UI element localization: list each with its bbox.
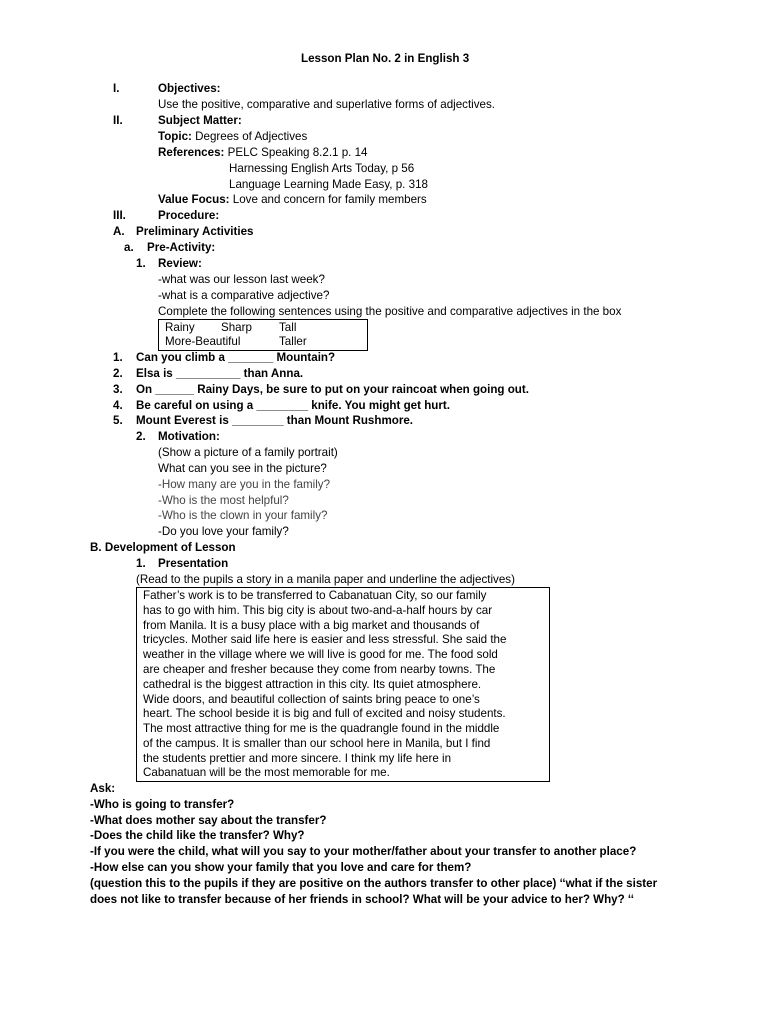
story-line: from Manila. It is a busy place with a big market and thousands of <box>143 619 480 632</box>
exercise-text: Be careful on using a ________ knife. You might get hurt. <box>136 399 450 412</box>
development-heading: B. Development of Lesson <box>90 541 236 554</box>
review-label: Review: <box>158 257 202 270</box>
story-line: cathedral is the biggest attraction in this city. Its quiet atmosphere. <box>143 678 482 691</box>
word-box <box>158 319 368 351</box>
reference-item: PELC Speaking 8.2.1 p. 14 <box>227 146 368 159</box>
page-title: Lesson Plan No. 2 in English 3 <box>301 52 470 65</box>
ask-question: -Does the child like the transfer? Why? <box>90 829 305 842</box>
ask-question: -What does mother say about the transfer? <box>90 814 327 827</box>
exercise-text: Mount Everest is ________ than Mount Rushmore. <box>136 414 414 427</box>
presentation-instruction: (Read to the pupils a story in a manila paper and underline the adjectives) <box>136 573 515 586</box>
preliminary-number: A. <box>113 225 125 238</box>
subject-matter-label: Subject Matter: <box>158 114 242 127</box>
ask-question: -If you were the child, what will you say to your mother/father about your transfer to another place? <box>90 845 637 858</box>
presentation-label: Presentation <box>158 557 229 570</box>
review-question: -what is a comparative adjective? <box>158 289 330 302</box>
word-box-word: Tall <box>279 321 297 334</box>
motivation-line: -Who is the most helpful? <box>158 494 289 507</box>
story-line: Wide doors, and beautiful collection of saints bring peace to one’s <box>143 693 480 706</box>
exercise-text: On ______ Rainy Days, be sure to put on your raincoat when going out. <box>136 383 529 396</box>
motivation-line: What can you see in the picture? <box>158 462 327 475</box>
exercise-number: 3. <box>113 383 123 396</box>
topic-value: Degrees of Adjectives <box>195 130 308 143</box>
exercise-number: 4. <box>113 399 123 412</box>
value-focus-text: Love and concern for family members <box>232 193 427 206</box>
procedure-number: III. <box>113 209 126 222</box>
reference-item: Harnessing English Arts Today, p 56 <box>229 162 415 175</box>
word-box-word: Rainy <box>165 321 195 334</box>
subject-matter-number: II. <box>113 114 123 127</box>
story-line: tricycles. Mother said life here is easier and less stressful. She said the <box>143 633 507 646</box>
ask-note: does not like to transfer because of her friends in school? What will be your advice to her? Why? ‘‘ <box>90 893 634 906</box>
story-line: The most attractive thing for me is the quadrangle found in the middle <box>143 722 500 735</box>
story-line: Father’s work is to be transferred to Cabanatuan City, so our family <box>143 589 487 602</box>
topic-line <box>158 129 307 145</box>
story-line: the students prettier and more sincere. I think my life here in <box>143 752 452 765</box>
review-instruction: Complete the following sentences using the positive and comparative adjectives in the box <box>158 305 622 318</box>
story-line: Cabanatuan will be the most memorable for me. <box>143 766 390 779</box>
objectives-number: I. <box>113 82 120 95</box>
preliminary-label: Preliminary Activities <box>136 225 254 238</box>
review-question: -what was our lesson last week? <box>158 273 325 286</box>
ask-question: -How else can you show your family that you love and care for them? <box>90 861 472 874</box>
references-line <box>158 145 368 161</box>
motivation-line: -How many are you in the family? <box>158 478 331 491</box>
ask-note: (question this to the pupils if they are positive on the authors transfer to other place) ‘‘what if the sister <box>90 877 658 890</box>
story-line: weather in the village where we will live is good for me. The food sold <box>143 648 498 661</box>
ask-label: Ask: <box>90 782 116 795</box>
motivation-line: -Who is the clown in your family? <box>158 509 328 522</box>
story-line: has to go with him. This big city is about two-and-a-half hours by car <box>143 604 493 617</box>
references-label: References: <box>158 146 225 159</box>
motivation-number: 2. <box>136 430 146 443</box>
exercise-number: 1. <box>113 351 123 364</box>
motivation-label: Motivation: <box>158 430 220 443</box>
motivation-line: (Show a picture of a family portrait) <box>158 446 338 459</box>
story-line: are cheaper and fresher because they come from nearby towns. The <box>143 663 496 676</box>
review-number: 1. <box>136 257 146 270</box>
exercise-number: 2. <box>113 367 123 380</box>
ask-question: -Who is going to transfer? <box>90 798 235 811</box>
reference-item: Language Learning Made Easy, p. 318 <box>229 178 428 191</box>
value-focus-line <box>158 192 427 208</box>
pre-activity-label: Pre-Activity: <box>147 241 216 254</box>
exercise-number: 5. <box>113 414 123 427</box>
word-box-word: Sharp <box>221 321 252 334</box>
topic-label: Topic: <box>158 130 192 143</box>
story-box <box>136 587 550 782</box>
presentation-number: 1. <box>136 557 146 570</box>
word-box-word: Taller <box>279 335 307 348</box>
value-focus-label: Value Focus: <box>158 193 230 206</box>
exercise-text: Can you climb a _______ Mountain? <box>136 351 336 364</box>
objectives-label: Objectives: <box>158 82 221 95</box>
word-box-word: More-Beautiful <box>165 335 241 348</box>
procedure-label: Procedure: <box>158 209 220 222</box>
objectives-text: Use the positive, comparative and superlative forms of adjectives. <box>158 98 496 111</box>
exercise-text: Elsa is __________ than Anna. <box>136 367 304 380</box>
pre-activity-letter: a. <box>124 241 134 254</box>
story-line: heart. The school beside it is big and full of excited and noisy students. <box>143 707 506 720</box>
motivation-line: -Do you love your family? <box>158 525 289 538</box>
story-line: of the campus. It is smaller than our school here in Manila, but I find <box>143 737 491 750</box>
